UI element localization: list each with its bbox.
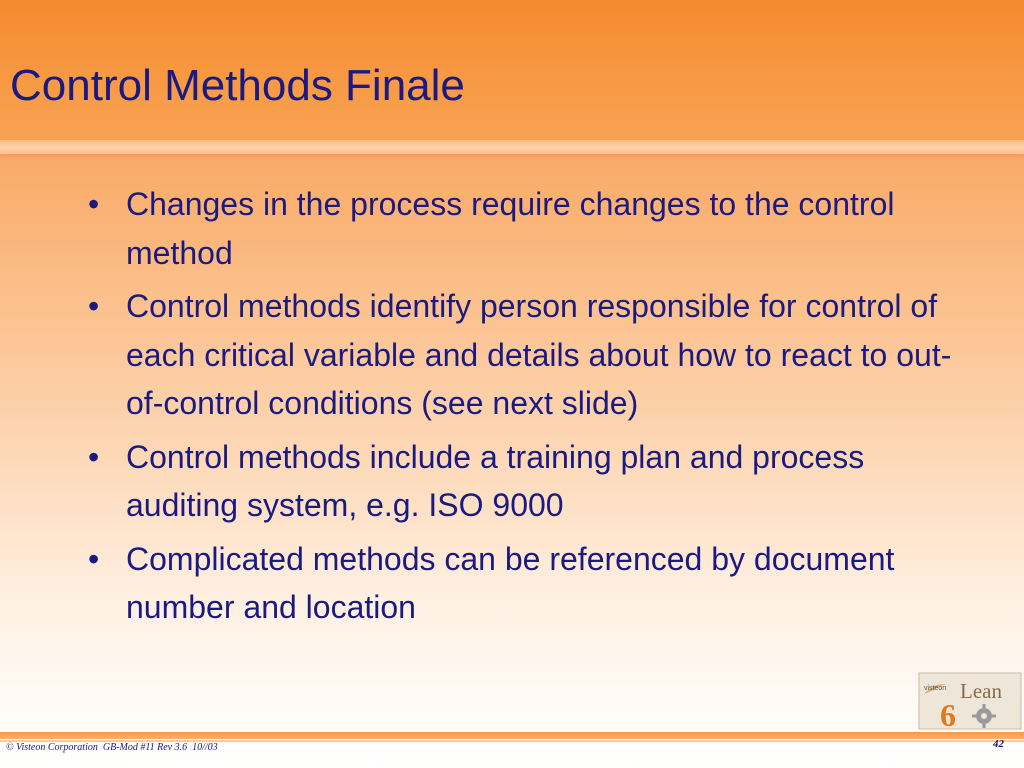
footer-copyright: © Visteon Corporation GB-Mod #11 Rev 3.6 10//03	[6, 742, 218, 753]
visteon-6-lean-logo	[918, 672, 1022, 730]
page-number: 42	[993, 738, 1004, 750]
bullet-text: Complicated methods can be referenced by document number and location	[126, 540, 895, 625]
logo-wordmark: Lean	[960, 679, 1002, 703]
bullet-marker: •	[88, 540, 100, 577]
bullet-text: Control methods include a training plan and process auditing system, e.g. ISO 9000	[126, 438, 865, 523]
bullet-marker: •	[88, 438, 100, 475]
bullet-item	[84, 433, 964, 530]
footer-divider	[0, 732, 1024, 739]
bullet-marker: •	[88, 186, 100, 222]
bullet-item	[84, 282, 964, 428]
logo-digit: 6	[940, 697, 956, 730]
bullet-list	[84, 180, 964, 637]
logo-brand-text: visteon	[924, 685, 947, 692]
slide-title: Control Methods Finale	[10, 61, 465, 110]
bullet-text: Changes in the process require changes to the control method	[126, 186, 895, 271]
header-divider	[0, 140, 1024, 154]
bullet-text: Control methods identify person responsible for control of each critical variable and details about how to react to out-of-control conditions (see next slide)	[126, 288, 952, 421]
bullet-marker: •	[88, 288, 100, 324]
bullet-item	[84, 535, 964, 632]
bullet-item	[84, 180, 964, 277]
